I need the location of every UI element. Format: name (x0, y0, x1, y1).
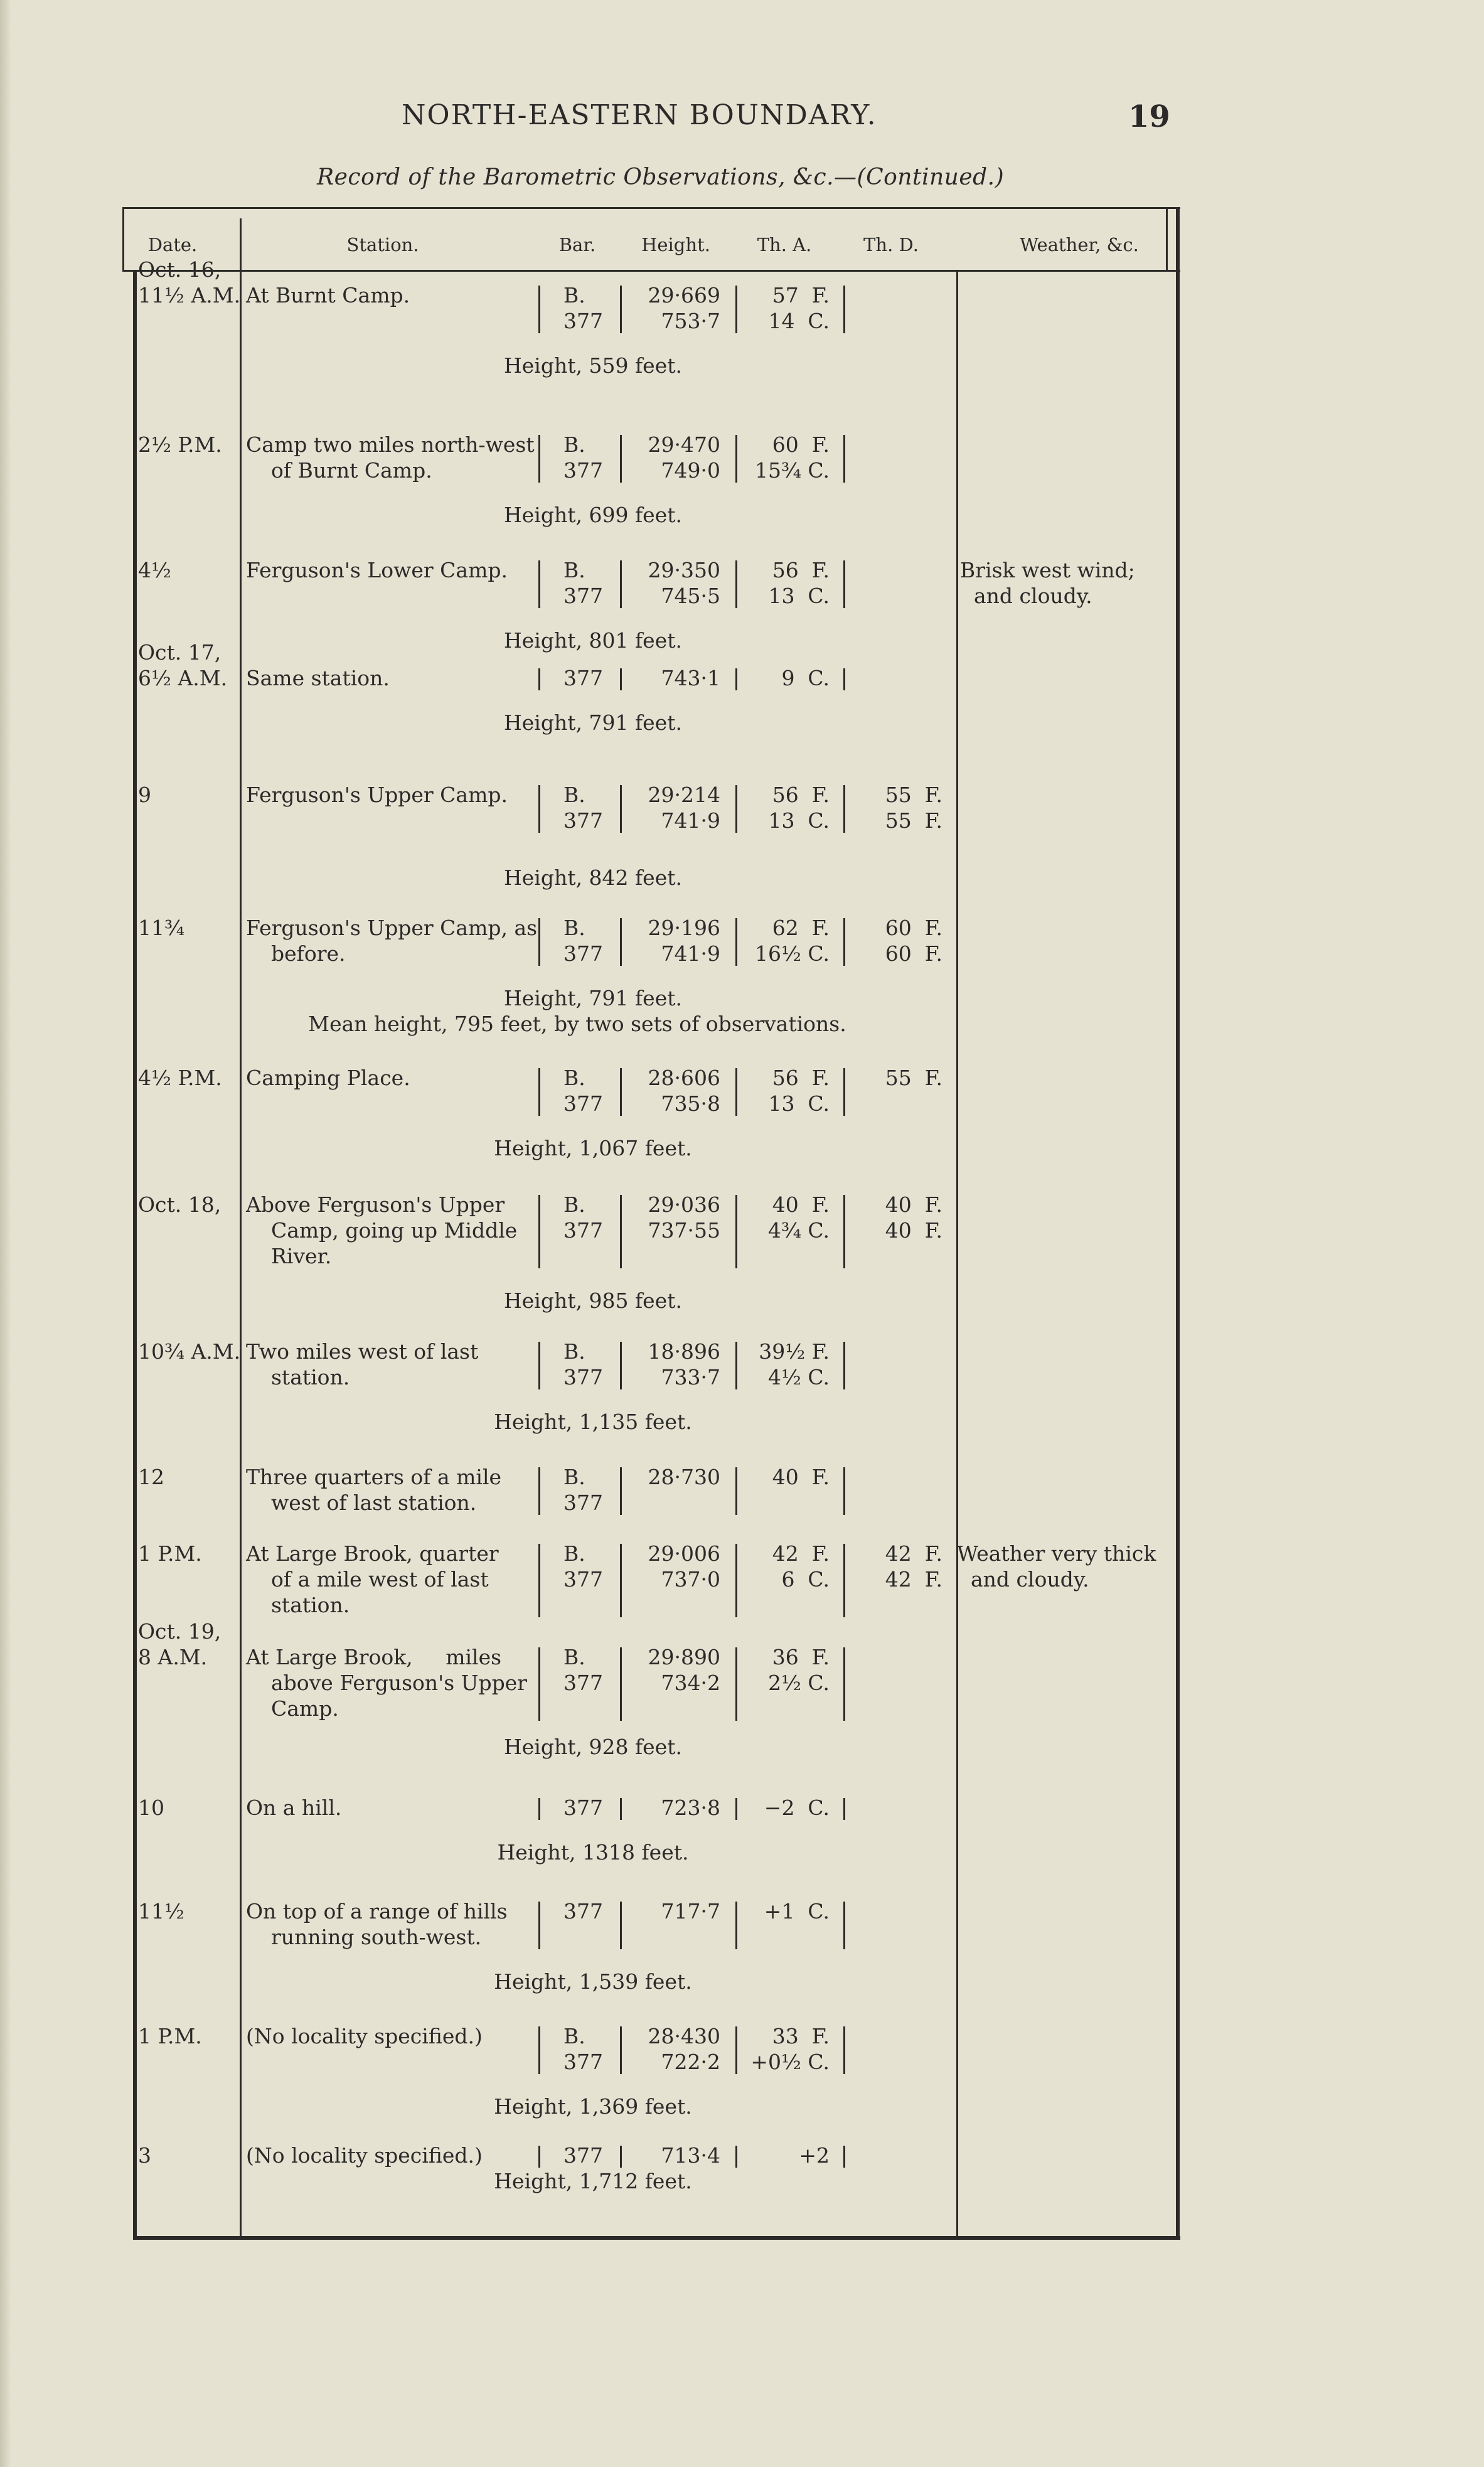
height-cell: 29·196 (648, 916, 720, 940)
height-cell: 734·2 (661, 1671, 720, 1695)
height-cell: 733·7 (661, 1365, 720, 1389)
bar-cell: B. (563, 1465, 585, 1489)
th-a-cell: 42 F. (772, 1541, 830, 1566)
column-bracket-bar (735, 1902, 737, 1949)
th-a-cell: 33 F. (772, 2024, 830, 2048)
column-bracket-bar (735, 1195, 737, 1268)
column-bracket-bar (620, 1342, 622, 1389)
date-cell: Oct. 18, (138, 1192, 222, 1217)
th-d-cell: 60 F. (885, 916, 942, 940)
column-bracket-bar (538, 286, 540, 333)
bar-cell: 377 (563, 584, 603, 608)
column-bracket-bar (620, 1544, 622, 1617)
column-bracket-bar (620, 1195, 622, 1268)
height-cell: 753·7 (661, 309, 720, 333)
th-a-cell: 13 C. (768, 584, 830, 608)
date-cell: 11½ A.M. (138, 283, 241, 308)
th-a-cell: +1 C. (764, 1899, 830, 1924)
column-bracket-bar (735, 435, 737, 483)
station-cell: Camp, going up Middle (271, 1218, 518, 1243)
column-bracket-bar (620, 560, 622, 608)
column-header-tha: Th. A. (757, 234, 812, 255)
column-bracket-bar (538, 1647, 540, 1721)
date-cell: Oct. 17, (138, 640, 222, 665)
bar-cell: B. (563, 916, 585, 940)
date-cell: Oct. 19, (138, 1619, 222, 1644)
column-bracket-bar (843, 560, 845, 608)
column-bracket-bar (735, 1544, 737, 1617)
height-result: Height, 1,539 feet. (494, 1969, 692, 1994)
bar-cell: 377 (563, 458, 603, 483)
station-cell: (No locality specified.) (246, 2024, 483, 2048)
bar-cell: B. (563, 1645, 585, 1669)
table-header-rule (122, 270, 1180, 272)
th-a-cell: 56 F. (772, 1066, 830, 1090)
bar-cell: 377 (563, 1899, 603, 1924)
column-bracket-bar (620, 2026, 622, 2074)
bar-cell: 377 (563, 2143, 603, 2168)
station-cell: River. (271, 1244, 332, 1268)
date-cell: 4½ P.M. (138, 1066, 222, 1090)
column-bracket-bar (843, 435, 845, 483)
column-bracket-bar (620, 1068, 622, 1116)
date-cell: 10¾ A.M. (138, 1339, 241, 1364)
station-cell: (No locality specified.) (246, 2143, 483, 2168)
page-number: 19 (1128, 99, 1170, 134)
date-cell: 9 (138, 783, 151, 807)
height-cell: 737·55 (648, 1218, 720, 1243)
bar-cell: B. (563, 1541, 585, 1566)
table-top-rule (122, 207, 1180, 209)
column-bracket-bar (843, 2026, 845, 2074)
weather-note: and cloudy. (974, 584, 1092, 608)
column-bracket-bar (538, 1068, 540, 1116)
column-bracket-bar (538, 1195, 540, 1268)
height-result: Height, 842 feet. (504, 865, 682, 890)
table-right-rule (1176, 207, 1180, 2240)
column-header-date: Date. (147, 234, 198, 255)
date-cell: 4½ (138, 558, 171, 582)
station-cell: Two miles west of last (246, 1339, 479, 1364)
th-d-cell: 55 F. (885, 1066, 942, 1090)
column-bracket-bar (620, 785, 622, 833)
bar-cell: 377 (563, 941, 603, 966)
th-a-cell: 6 C. (781, 1567, 830, 1592)
column-header-weather: Weather, &c. (1020, 234, 1139, 255)
column-bracket-bar (538, 435, 540, 483)
th-a-cell: +2 (799, 2143, 830, 2168)
bar-cell: B. (563, 783, 585, 807)
station-cell: of a mile west of last (271, 1567, 489, 1592)
bar-cell: B. (563, 1066, 585, 1090)
height-cell: 28·606 (648, 1066, 720, 1090)
station-cell: running south-west. (271, 1925, 482, 1949)
station-cell: Ferguson's Upper Camp, as (246, 916, 538, 940)
th-a-cell: 14 C. (768, 309, 830, 333)
height-result: Height, 801 feet. (504, 628, 682, 653)
bar-cell: 377 (563, 666, 603, 690)
height-cell: 745·5 (661, 584, 720, 608)
th-a-cell: 9 C. (781, 666, 830, 690)
column-bracket-bar (843, 1195, 845, 1268)
height-cell: 717·7 (661, 1899, 720, 1924)
column-bracket-bar (538, 1342, 540, 1389)
column-bracket-bar (735, 1342, 737, 1389)
column-bracket-bar (620, 2146, 622, 2168)
height-cell: 18·896 (648, 1339, 720, 1364)
height-cell: 28·430 (648, 2024, 720, 2048)
th-a-cell: 16½ C. (754, 941, 830, 966)
column-bracket-bar (735, 2026, 737, 2074)
height-cell: 749·0 (661, 458, 720, 483)
column-bracket-bar (843, 1544, 845, 1617)
height-cell: 29·006 (648, 1541, 720, 1566)
date-cell: 2½ P.M. (138, 432, 222, 457)
station-cell: On a hill. (246, 1795, 342, 1820)
weather-note: and cloudy. (971, 1567, 1089, 1592)
bar-cell: B. (563, 432, 585, 457)
column-bracket-bar (735, 560, 737, 608)
column-bracket-bar (538, 668, 540, 690)
bar-cell: B. (563, 2024, 585, 2048)
height-cell: 28·730 (648, 1465, 720, 1489)
station-cell: At Burnt Camp. (246, 283, 410, 308)
station-cell: Camp. (271, 1696, 339, 1721)
date-cell: 6½ A.M. (138, 666, 228, 690)
bar-cell: 377 (563, 1795, 603, 1820)
column-bracket-bar (735, 286, 737, 333)
station-cell: of Burnt Camp. (271, 458, 432, 483)
column-bracket-bar (843, 668, 845, 690)
column-bracket-bar (735, 2146, 737, 2168)
height-result: Height, 1318 feet. (497, 1840, 689, 1865)
weather-note: Brisk west wind; (960, 558, 1135, 582)
column-header-bar: Bar. (558, 234, 596, 255)
table-caption: Record of the Barometric Observations, &c.—(Continued.) (317, 164, 1005, 190)
column-bracket-bar (735, 918, 737, 966)
date-cell: 10 (138, 1795, 164, 1820)
bar-cell: B. (563, 1339, 585, 1364)
height-cell: 722·2 (661, 2050, 720, 2074)
height-cell: 29·470 (648, 432, 720, 457)
column-bracket-bar (843, 1467, 845, 1515)
height-result: Height, 559 feet. (504, 353, 682, 378)
th-a-cell: 57 F. (772, 283, 830, 308)
date-cell: 11¾ (138, 916, 184, 940)
column-bracket-bar (538, 2026, 540, 2074)
column-bracket-bar (620, 435, 622, 483)
th-a-cell: 36 F. (772, 1645, 830, 1669)
bar-cell: 377 (563, 1490, 603, 1515)
th-a-cell: +0½ C. (750, 2050, 830, 2074)
column-bracket-bar (538, 1544, 540, 1617)
column-bracket-bar (620, 1647, 622, 1721)
height-result: Height, 928 feet. (504, 1735, 682, 1759)
height-result: Height, 1,135 feet. (494, 1410, 692, 1434)
station-cell: Camp two miles north-west (246, 432, 535, 457)
th-d-cell: 42 F. (885, 1567, 942, 1592)
height-cell: 29·350 (648, 558, 720, 582)
column-bracket-bar (843, 1342, 845, 1389)
th-a-cell: 4½ C. (767, 1365, 830, 1389)
station-cell: At Large Brook, miles (246, 1645, 502, 1669)
column-bracket-bar (843, 1902, 845, 1949)
running-head: NORTH-EASTERN BOUNDARY. (402, 99, 877, 131)
column-header-station: Station. (346, 234, 419, 255)
height-cell: 29·214 (648, 783, 720, 807)
bar-cell: 377 (563, 1567, 603, 1592)
bar-cell: 377 (563, 1091, 603, 1116)
height-cell: 737·0 (661, 1567, 720, 1592)
height-result: Height, 1,712 feet. (494, 2169, 692, 2193)
date-cell: Oct. 16, (138, 257, 222, 282)
th-a-cell: 2½ C. (767, 1671, 830, 1695)
height-cell: 743·1 (661, 666, 720, 690)
station-cell: Three quarters of a mile (246, 1465, 502, 1489)
column-bracket-bar (620, 1798, 622, 1820)
date-cell: 8 A.M. (138, 1645, 208, 1669)
column-bracket-bar (843, 1068, 845, 1116)
column-bracket-bar (735, 668, 737, 690)
height-cell: 741·9 (661, 808, 720, 833)
bar-cell: B. (563, 558, 585, 582)
height-cell: 741·9 (661, 941, 720, 966)
th-a-cell: 56 F. (772, 558, 830, 582)
height-result: Height, 1,067 feet. (494, 1136, 692, 1160)
height-cell: 735·8 (661, 1091, 720, 1116)
th-a-cell: 15¾ C. (754, 458, 830, 483)
height-cell: 29·890 (648, 1645, 720, 1669)
th-d-cell: 55 F. (885, 808, 942, 833)
column-bracket-bar (843, 918, 845, 966)
bar-cell: 377 (563, 808, 603, 833)
height-cell: 29·669 (648, 283, 720, 308)
column-bracket-bar (620, 1467, 622, 1515)
date-cell: 1 P.M. (138, 2024, 202, 2048)
height-result: Mean height, 795 feet, by two sets of observations. (308, 1012, 846, 1036)
station-cell: Ferguson's Lower Camp. (246, 558, 508, 582)
column-header-height: Height. (641, 234, 710, 255)
height-cell: 723·8 (661, 1795, 720, 1820)
column-bracket-bar (538, 1467, 540, 1515)
th-d-cell: 42 F. (885, 1541, 942, 1566)
date-cell: 1 P.M. (138, 1541, 202, 1566)
table-bottom-rule (133, 2236, 1180, 2240)
column-bracket-bar (843, 1798, 845, 1820)
station-cell: station. (271, 1365, 350, 1389)
date-cell: 12 (138, 1465, 164, 1489)
bar-cell: 377 (563, 309, 603, 333)
th-d-cell: 40 F. (885, 1218, 942, 1243)
column-bracket-bar (620, 918, 622, 966)
weather-note: Weather very thick (957, 1541, 1156, 1566)
column-bracket-bar (538, 1798, 540, 1820)
station-cell: west of last station. (271, 1490, 477, 1515)
th-a-cell: 56 F. (772, 783, 830, 807)
height-cell: 29·036 (648, 1192, 720, 1217)
height-result: Height, 791 feet. (504, 986, 682, 1010)
column-bracket-bar (843, 1647, 845, 1721)
height-result: Height, 699 feet. (504, 503, 682, 527)
th-a-cell: 40 F. (772, 1192, 830, 1217)
bar-cell: 377 (563, 1365, 603, 1389)
bar-cell: B. (563, 283, 585, 308)
column-bracket-bar (843, 785, 845, 833)
station-cell: station. (271, 1593, 350, 1617)
height-cell: 713·4 (661, 2143, 720, 2168)
station-cell: above Ferguson's Upper (271, 1671, 528, 1695)
th-d-cell: 40 F. (885, 1192, 942, 1217)
height-result: Height, 1,369 feet. (494, 2094, 692, 2119)
column-bracket-bar (735, 1647, 737, 1721)
column-bracket-bar (538, 1902, 540, 1949)
th-a-cell: 40 F. (772, 1465, 830, 1489)
column-bracket-bar (620, 668, 622, 690)
date-cell: 11½ (138, 1899, 184, 1924)
page-edge-shadow (0, 0, 11, 2467)
station-cell: Same station. (246, 666, 390, 690)
column-bracket-bar (735, 1068, 737, 1116)
th-a-cell: −2 C. (764, 1795, 830, 1820)
column-bracket-bar (735, 1798, 737, 1820)
date-cell: 3 (138, 2143, 151, 2168)
th-d-cell: 60 F. (885, 941, 942, 966)
bar-cell: 377 (563, 1671, 603, 1695)
th-a-cell: 60 F. (772, 432, 830, 457)
bar-cell: 377 (563, 1218, 603, 1243)
column-bracket-bar (620, 286, 622, 333)
th-d-cell: 55 F. (885, 783, 942, 807)
station-cell: Ferguson's Upper Camp. (246, 783, 508, 807)
bar-cell: B. (563, 1192, 585, 1217)
weather-column-rule (956, 270, 958, 2240)
bar-cell: 377 (563, 2050, 603, 2074)
height-result: Height, 985 feet. (504, 1288, 682, 1313)
station-cell: Camping Place. (246, 1066, 410, 1090)
column-bracket-bar (735, 1467, 737, 1515)
column-bracket-bar (538, 785, 540, 833)
column-bracket-bar (735, 785, 737, 833)
column-bracket-bar (843, 2146, 845, 2168)
column-bracket-bar (620, 1902, 622, 1949)
column-bracket-bar (843, 286, 845, 333)
column-bracket-bar (538, 560, 540, 608)
th-a-cell: 13 C. (768, 808, 830, 833)
station-cell: On top of a range of hills (246, 1899, 508, 1924)
th-a-cell: 13 C. (768, 1091, 830, 1116)
height-result: Height, 791 feet. (504, 710, 682, 735)
column-header-thd: Th. D. (863, 234, 919, 255)
th-a-cell: 4¾ C. (767, 1218, 830, 1243)
th-a-cell: 62 F. (772, 916, 830, 940)
station-cell: At Large Brook, quarter (246, 1541, 499, 1566)
column-bracket-bar (538, 2146, 540, 2168)
station-cell: Above Ferguson's Upper (246, 1192, 505, 1217)
station-cell: before. (271, 941, 346, 966)
table-left-rule (133, 270, 137, 2240)
th-a-cell: 39½ F. (759, 1339, 830, 1364)
column-bracket-bar (538, 918, 540, 966)
